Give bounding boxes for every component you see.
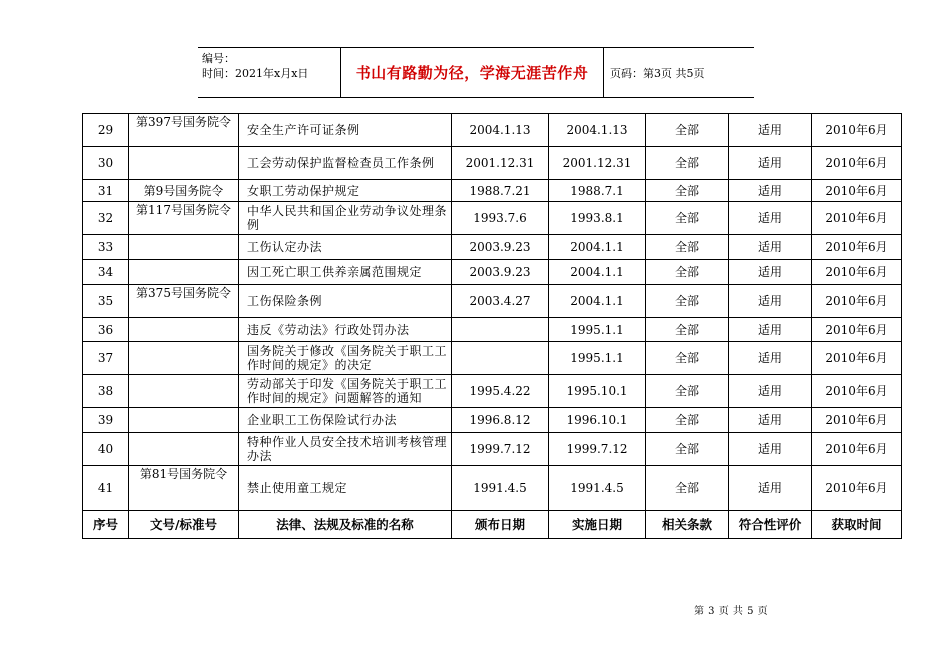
cell-doc: 第9号国务院令 (129, 180, 239, 202)
col-header-eval: 符合性评价 (729, 511, 812, 539)
cell-clause: 全部 (646, 408, 729, 433)
table-row (83, 202, 902, 235)
table-row (83, 235, 902, 260)
cell-no: 37 (83, 342, 129, 375)
cell-clause: 全部 (646, 180, 729, 202)
table-row (83, 260, 902, 285)
cell-no: 41 (83, 466, 129, 511)
cell-clause: 全部 (646, 285, 729, 318)
cell-no: 39 (83, 408, 129, 433)
cell-no: 38 (83, 375, 129, 408)
table-row (83, 375, 902, 408)
col-header-clause: 相关条款 (646, 511, 729, 539)
cell-doc (129, 408, 239, 433)
cell-doc (129, 147, 239, 180)
cell-issue: 2004.1.13 (452, 114, 549, 147)
page-header (198, 47, 754, 98)
cell-acquired: 2010年6月 (812, 466, 902, 511)
table-row (83, 147, 902, 180)
cell-name: 劳动部关于印发《国务院关于职工工作时间的规定》问题解答的通知 (239, 375, 452, 408)
table-row (83, 342, 902, 375)
cell-eval: 适用 (729, 202, 812, 235)
cell-name: 工会劳动保护监督检查员工作条例 (239, 147, 452, 180)
cell-acquired: 2010年6月 (812, 408, 902, 433)
table-header-row (83, 511, 902, 539)
cell-clause: 全部 (646, 318, 729, 342)
cell-clause: 全部 (646, 114, 729, 147)
cell-clause: 全部 (646, 235, 729, 260)
cell-acquired: 2010年6月 (812, 235, 902, 260)
cell-issue: 1993.7.6 (452, 202, 549, 235)
cell-effective: 2001.12.31 (549, 147, 646, 180)
table-row (83, 466, 902, 511)
cell-issue: 2003.9.23 (452, 235, 549, 260)
col-header-no: 序号 (83, 511, 129, 539)
cell-acquired: 2010年6月 (812, 114, 902, 147)
cell-no: 32 (83, 202, 129, 235)
cell-eval: 适用 (729, 285, 812, 318)
cell-clause: 全部 (646, 202, 729, 235)
col-header-doc: 文号/标准号 (129, 511, 239, 539)
page-footer: 第 3 页 共 5 页 (694, 606, 769, 617)
cell-acquired: 2010年6月 (812, 147, 902, 180)
cell-effective: 1995.10.1 (549, 375, 646, 408)
cell-no: 34 (83, 260, 129, 285)
table-row (83, 433, 902, 466)
cell-issue: 2001.12.31 (452, 147, 549, 180)
col-header-issue: 颁布日期 (452, 511, 549, 539)
cell-eval: 适用 (729, 180, 812, 202)
cell-clause: 全部 (646, 466, 729, 511)
cell-clause: 全部 (646, 375, 729, 408)
cell-issue: 1991.4.5 (452, 466, 549, 511)
cell-name: 女职工劳动保护规定 (239, 180, 452, 202)
table-row (83, 285, 902, 318)
cell-effective: 1995.1.1 (549, 342, 646, 375)
cell-issue (452, 342, 549, 375)
cell-eval: 适用 (729, 235, 812, 260)
cell-eval: 适用 (729, 260, 812, 285)
cell-doc: 第81号国务院令 (129, 466, 239, 511)
cell-name: 特种作业人员安全技术培训考核管理办法 (239, 433, 452, 466)
cell-name: 企业职工工伤保险试行办法 (239, 408, 452, 433)
cell-effective: 1993.8.1 (549, 202, 646, 235)
cell-issue: 1988.7.21 (452, 180, 549, 202)
cell-eval: 适用 (729, 433, 812, 466)
cell-name: 国务院关于修改《国务院关于职工工作时间的规定》的决定 (239, 342, 452, 375)
cell-acquired: 2010年6月 (812, 180, 902, 202)
cell-doc: 第375号国务院令 (129, 285, 239, 318)
col-header-name: 法律、法规及标准的名称 (239, 511, 452, 539)
cell-name: 工伤认定办法 (239, 235, 452, 260)
cell-name: 违反《劳动法》行政处罚办法 (239, 318, 452, 342)
cell-effective: 2004.1.13 (549, 114, 646, 147)
cell-issue: 1996.8.12 (452, 408, 549, 433)
cell-issue: 2003.4.27 (452, 285, 549, 318)
cell-acquired: 2010年6月 (812, 375, 902, 408)
cell-name: 中华人民共和国企业劳动争议处理条例 (239, 202, 452, 235)
cell-doc (129, 375, 239, 408)
table-row (83, 180, 902, 202)
cell-eval: 适用 (729, 342, 812, 375)
cell-effective: 1996.10.1 (549, 408, 646, 433)
cell-effective: 1995.1.1 (549, 318, 646, 342)
cell-doc: 第397号国务院令 (129, 114, 239, 147)
cell-acquired: 2010年6月 (812, 285, 902, 318)
number-label: 编号： (202, 52, 235, 65)
cell-no: 30 (83, 147, 129, 180)
cell-eval: 适用 (729, 114, 812, 147)
cell-doc (129, 318, 239, 342)
cell-acquired: 2010年6月 (812, 342, 902, 375)
cell-eval: 适用 (729, 375, 812, 408)
cell-doc (129, 342, 239, 375)
table-body (83, 114, 902, 511)
cell-name: 安全生产许可证条例 (239, 114, 452, 147)
cell-effective: 2004.1.1 (549, 235, 646, 260)
cell-clause: 全部 (646, 433, 729, 466)
cell-doc (129, 433, 239, 466)
cell-name: 因工死亡职工供养亲属范围规定 (239, 260, 452, 285)
regulations-table (82, 113, 902, 539)
header-page-code: 页码：第3页 共5页 (610, 66, 705, 80)
table-row (83, 408, 902, 433)
cell-name: 禁止使用童工规定 (239, 466, 452, 511)
cell-doc (129, 260, 239, 285)
table-row (83, 318, 902, 342)
cell-no: 36 (83, 318, 129, 342)
cell-issue (452, 318, 549, 342)
cell-eval: 适用 (729, 147, 812, 180)
cell-clause: 全部 (646, 147, 729, 180)
header-motto: 书山有路勤为径，学海无涯苦作舟 (340, 48, 604, 97)
cell-clause: 全部 (646, 260, 729, 285)
col-header-effective: 实施日期 (549, 511, 646, 539)
cell-acquired: 2010年6月 (812, 202, 902, 235)
cell-no: 33 (83, 235, 129, 260)
cell-effective: 2004.1.1 (549, 285, 646, 318)
cell-doc (129, 235, 239, 260)
cell-effective: 1991.4.5 (549, 466, 646, 511)
cell-effective: 1988.7.1 (549, 180, 646, 202)
cell-clause: 全部 (646, 342, 729, 375)
cell-no: 31 (83, 180, 129, 202)
cell-eval: 适用 (729, 318, 812, 342)
cell-issue: 1999.7.12 (452, 433, 549, 466)
cell-issue: 1995.4.22 (452, 375, 549, 408)
time-label: 时间：2021年x月x日 (202, 67, 309, 80)
cell-acquired: 2010年6月 (812, 433, 902, 466)
cell-acquired: 2010年6月 (812, 260, 902, 285)
table-row (83, 114, 902, 147)
cell-eval: 适用 (729, 408, 812, 433)
cell-no: 35 (83, 285, 129, 318)
cell-acquired: 2010年6月 (812, 318, 902, 342)
cell-name: 工伤保险条例 (239, 285, 452, 318)
col-header-acquired: 获取时间 (812, 511, 902, 539)
cell-eval: 适用 (729, 466, 812, 511)
cell-no: 29 (83, 114, 129, 147)
cell-effective: 2004.1.1 (549, 260, 646, 285)
cell-no: 40 (83, 433, 129, 466)
cell-effective: 1999.7.12 (549, 433, 646, 466)
cell-issue: 2003.9.23 (452, 260, 549, 285)
cell-doc: 第117号国务院令 (129, 202, 239, 235)
header-meta (198, 48, 340, 97)
